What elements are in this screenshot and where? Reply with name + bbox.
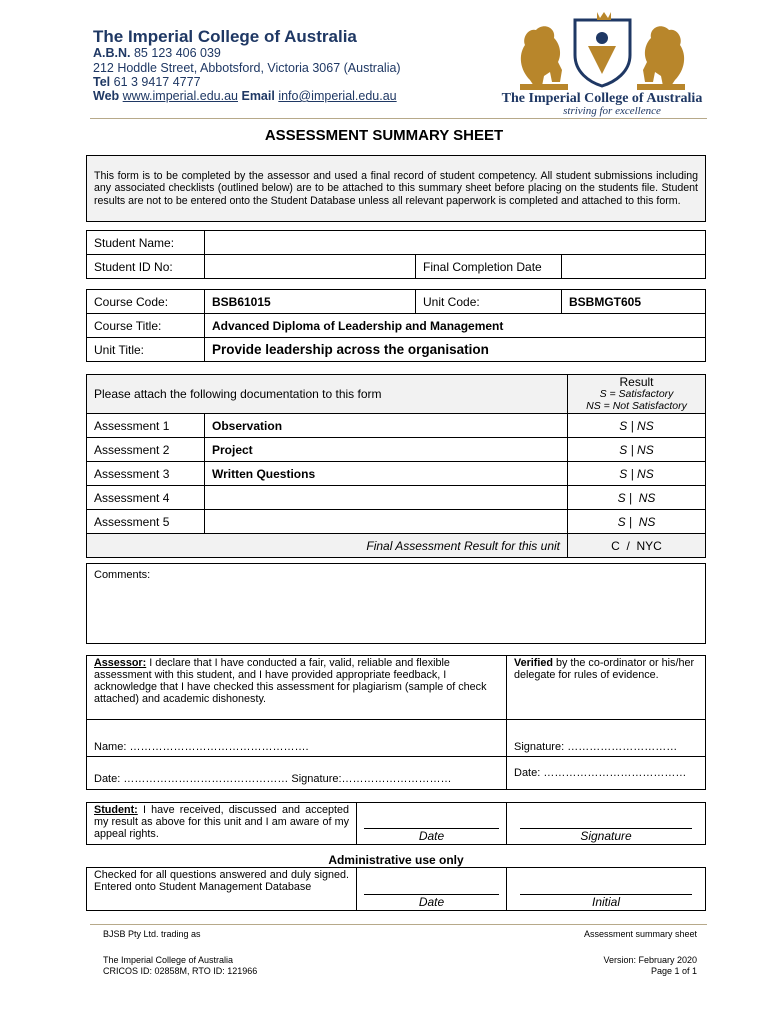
address: 212 Hoddle Street, Abbotsford, Victoria 3067 (Australia) <box>93 61 401 75</box>
email-label: Email <box>241 89 275 103</box>
assessor-date-signature-line[interactable]: Date: ……………………………………… Signature:………………………… <box>87 757 507 790</box>
header-rule <box>90 118 707 119</box>
table-row <box>87 414 706 438</box>
final-result-label: Final Assessment Result for this unit <box>87 534 568 558</box>
footer-college-name: The Imperial College of Australia <box>103 955 234 965</box>
assessment-name[interactable] <box>205 486 568 510</box>
footer-trading-as: BJSB Pty Ltd. trading as <box>103 929 201 939</box>
course-title-label: Course Title: <box>87 314 205 338</box>
student-acknowledgement-table <box>86 802 706 845</box>
assessor-declaration-table <box>86 655 706 790</box>
assessment-result[interactable]: S | NS <box>568 486 706 510</box>
assessment-result[interactable]: S | NS <box>568 510 706 534</box>
college-logo <box>500 10 705 120</box>
table-row <box>87 510 706 534</box>
assessment-result[interactable]: S | NS <box>568 414 706 438</box>
comments-label: Comments: <box>87 564 706 644</box>
unit-title-value: Provide leadership across the organisation <box>205 338 706 362</box>
right-lion-icon <box>637 26 685 90</box>
final-result-value[interactable]: C / NYC <box>568 534 706 558</box>
student-name-label: Student Name: <box>87 231 205 255</box>
tel-line <box>93 75 201 89</box>
assessment-name: Observation <box>205 414 568 438</box>
assessment-label: Assessment 1 <box>87 414 205 438</box>
footer-ids: CRICOS ID: 02858M, RTO ID: 121966 <box>103 966 258 976</box>
student-heading: Student: <box>94 804 138 816</box>
student-signature-label: Signature <box>580 829 632 843</box>
course-code-label: Course Code: <box>87 290 205 314</box>
org-name: The Imperial College of Australia <box>93 27 357 46</box>
table-row <box>87 438 706 462</box>
result-legend-ns: NS = Not Satisfactory <box>586 400 687 412</box>
comments-box[interactable] <box>86 563 706 644</box>
result-label: Result <box>619 375 654 389</box>
intro-text: This form is to be completed by the assessor and used a final record of student competency. All student submissions including any associated checklists (outlined below) are to be attached to this summary sheet before placing on the students file. Student results are not to be entered onto the Student Database unless all relevant paperwork is completed and attached to this form. <box>87 156 706 222</box>
footer-page-number: Page 1 of 1 <box>650 966 697 976</box>
unit-code-label: Unit Code: <box>416 290 562 314</box>
intro-box <box>86 155 706 222</box>
student-signature-field[interactable] <box>507 803 706 845</box>
student-acknowledgement <box>87 803 357 845</box>
course-title-value: Advanced Diploma of Leadership and Management <box>205 314 706 338</box>
verified-text: by the co-ordinator or his/her delegate for rules of evidence. <box>514 657 695 681</box>
completion-date-label: Final Completion Date <box>416 255 562 279</box>
footer-version: Version: February 2020 <box>603 955 697 965</box>
web-label: Web <box>93 89 120 103</box>
admin-check-text: Checked for all questions answered and duly signed. Entered onto Student Management Database <box>87 868 357 911</box>
student-date-label: Date <box>418 829 445 843</box>
assessor-declaration-text: I declare that I have conducted a fair, valid, reliable and flexible assessment with this student, and I have provided appropriate feedback, I acknowledge that I have checked this assessment for plagiarism (sample of check attached) and academic dishonesty. <box>94 657 487 705</box>
email-link[interactable]: info@imperial.edu.au <box>278 89 397 103</box>
result-header <box>568 375 706 414</box>
assessment-label: Assessment 5 <box>87 510 205 534</box>
student-name-field[interactable] <box>205 231 706 255</box>
result-legend-s: S = Satisfactory <box>599 388 674 400</box>
student-id-label: Student ID No: <box>87 255 205 279</box>
course-code-value: BSB61015 <box>205 290 416 314</box>
unit-title-label: Unit Title: <box>87 338 205 362</box>
logo-text: The Imperial College of Australia <box>501 91 703 106</box>
assessment-label: Assessment 4 <box>87 486 205 510</box>
assessor-name-line[interactable]: Name: …………………………………………. <box>87 720 507 757</box>
assessment-label: Assessment 3 <box>87 462 205 486</box>
final-result-row <box>87 534 706 558</box>
admin-initial-label: Initial <box>591 895 620 909</box>
assessor-declaration <box>87 656 507 720</box>
verifier-date-line[interactable]: Date: ………………………………… <box>507 757 706 790</box>
footer-rule <box>90 924 707 925</box>
abn-value: 85 123 406 039 <box>133 46 221 60</box>
assessment-name[interactable] <box>205 510 568 534</box>
assessment-name: Written Questions <box>205 462 568 486</box>
assessor-heading: Assessor: <box>94 657 147 669</box>
abn-label: A.B.N. <box>93 46 131 60</box>
page-title: ASSESSMENT SUMMARY SHEET <box>264 127 504 144</box>
table-row <box>87 462 706 486</box>
abn-line <box>93 46 221 60</box>
admin-date-label: Date <box>418 895 445 909</box>
assessment-table <box>86 374 706 558</box>
admin-heading: Administrative use only <box>328 853 464 867</box>
verifier-signature-line[interactable]: Signature: ………………………… <box>507 720 706 757</box>
crown-icon <box>597 12 611 20</box>
student-acknowledgement-text: I have received, discussed and accepted my result as above for this unit and I am aware of my appeal rights. <box>94 804 349 840</box>
footer-doc-name: Assessment summary sheet <box>583 929 697 939</box>
student-id-field[interactable] <box>205 255 416 279</box>
tel-label: Tel <box>93 75 111 89</box>
crest-figure-icon <box>596 32 608 44</box>
completion-date-field[interactable] <box>562 255 706 279</box>
unit-code-value: BSBMGT605 <box>562 290 706 314</box>
assessment-result[interactable]: S | NS <box>568 438 706 462</box>
assessment-result[interactable]: S | NS <box>568 462 706 486</box>
web-link[interactable]: www.imperial.edu.au <box>122 89 238 103</box>
verified-statement <box>507 656 706 720</box>
tel-value: 61 3 9417 4777 <box>113 75 201 89</box>
web-line <box>93 89 397 103</box>
table-row <box>87 486 706 510</box>
student-date-field[interactable] <box>357 803 507 845</box>
course-details-table <box>86 289 706 362</box>
admin-date-field[interactable] <box>357 868 507 911</box>
attach-instruction: Please attach the following documentation to this form <box>87 375 568 414</box>
verified-heading: Verified <box>514 657 554 669</box>
admin-initial-field[interactable] <box>507 868 706 911</box>
logo-tagline: striving for excellence <box>563 105 661 117</box>
left-lion-icon <box>520 26 568 90</box>
student-details-table <box>86 230 706 279</box>
admin-use-table <box>86 867 706 911</box>
assessment-name: Project <box>205 438 568 462</box>
assessment-label: Assessment 2 <box>87 438 205 462</box>
